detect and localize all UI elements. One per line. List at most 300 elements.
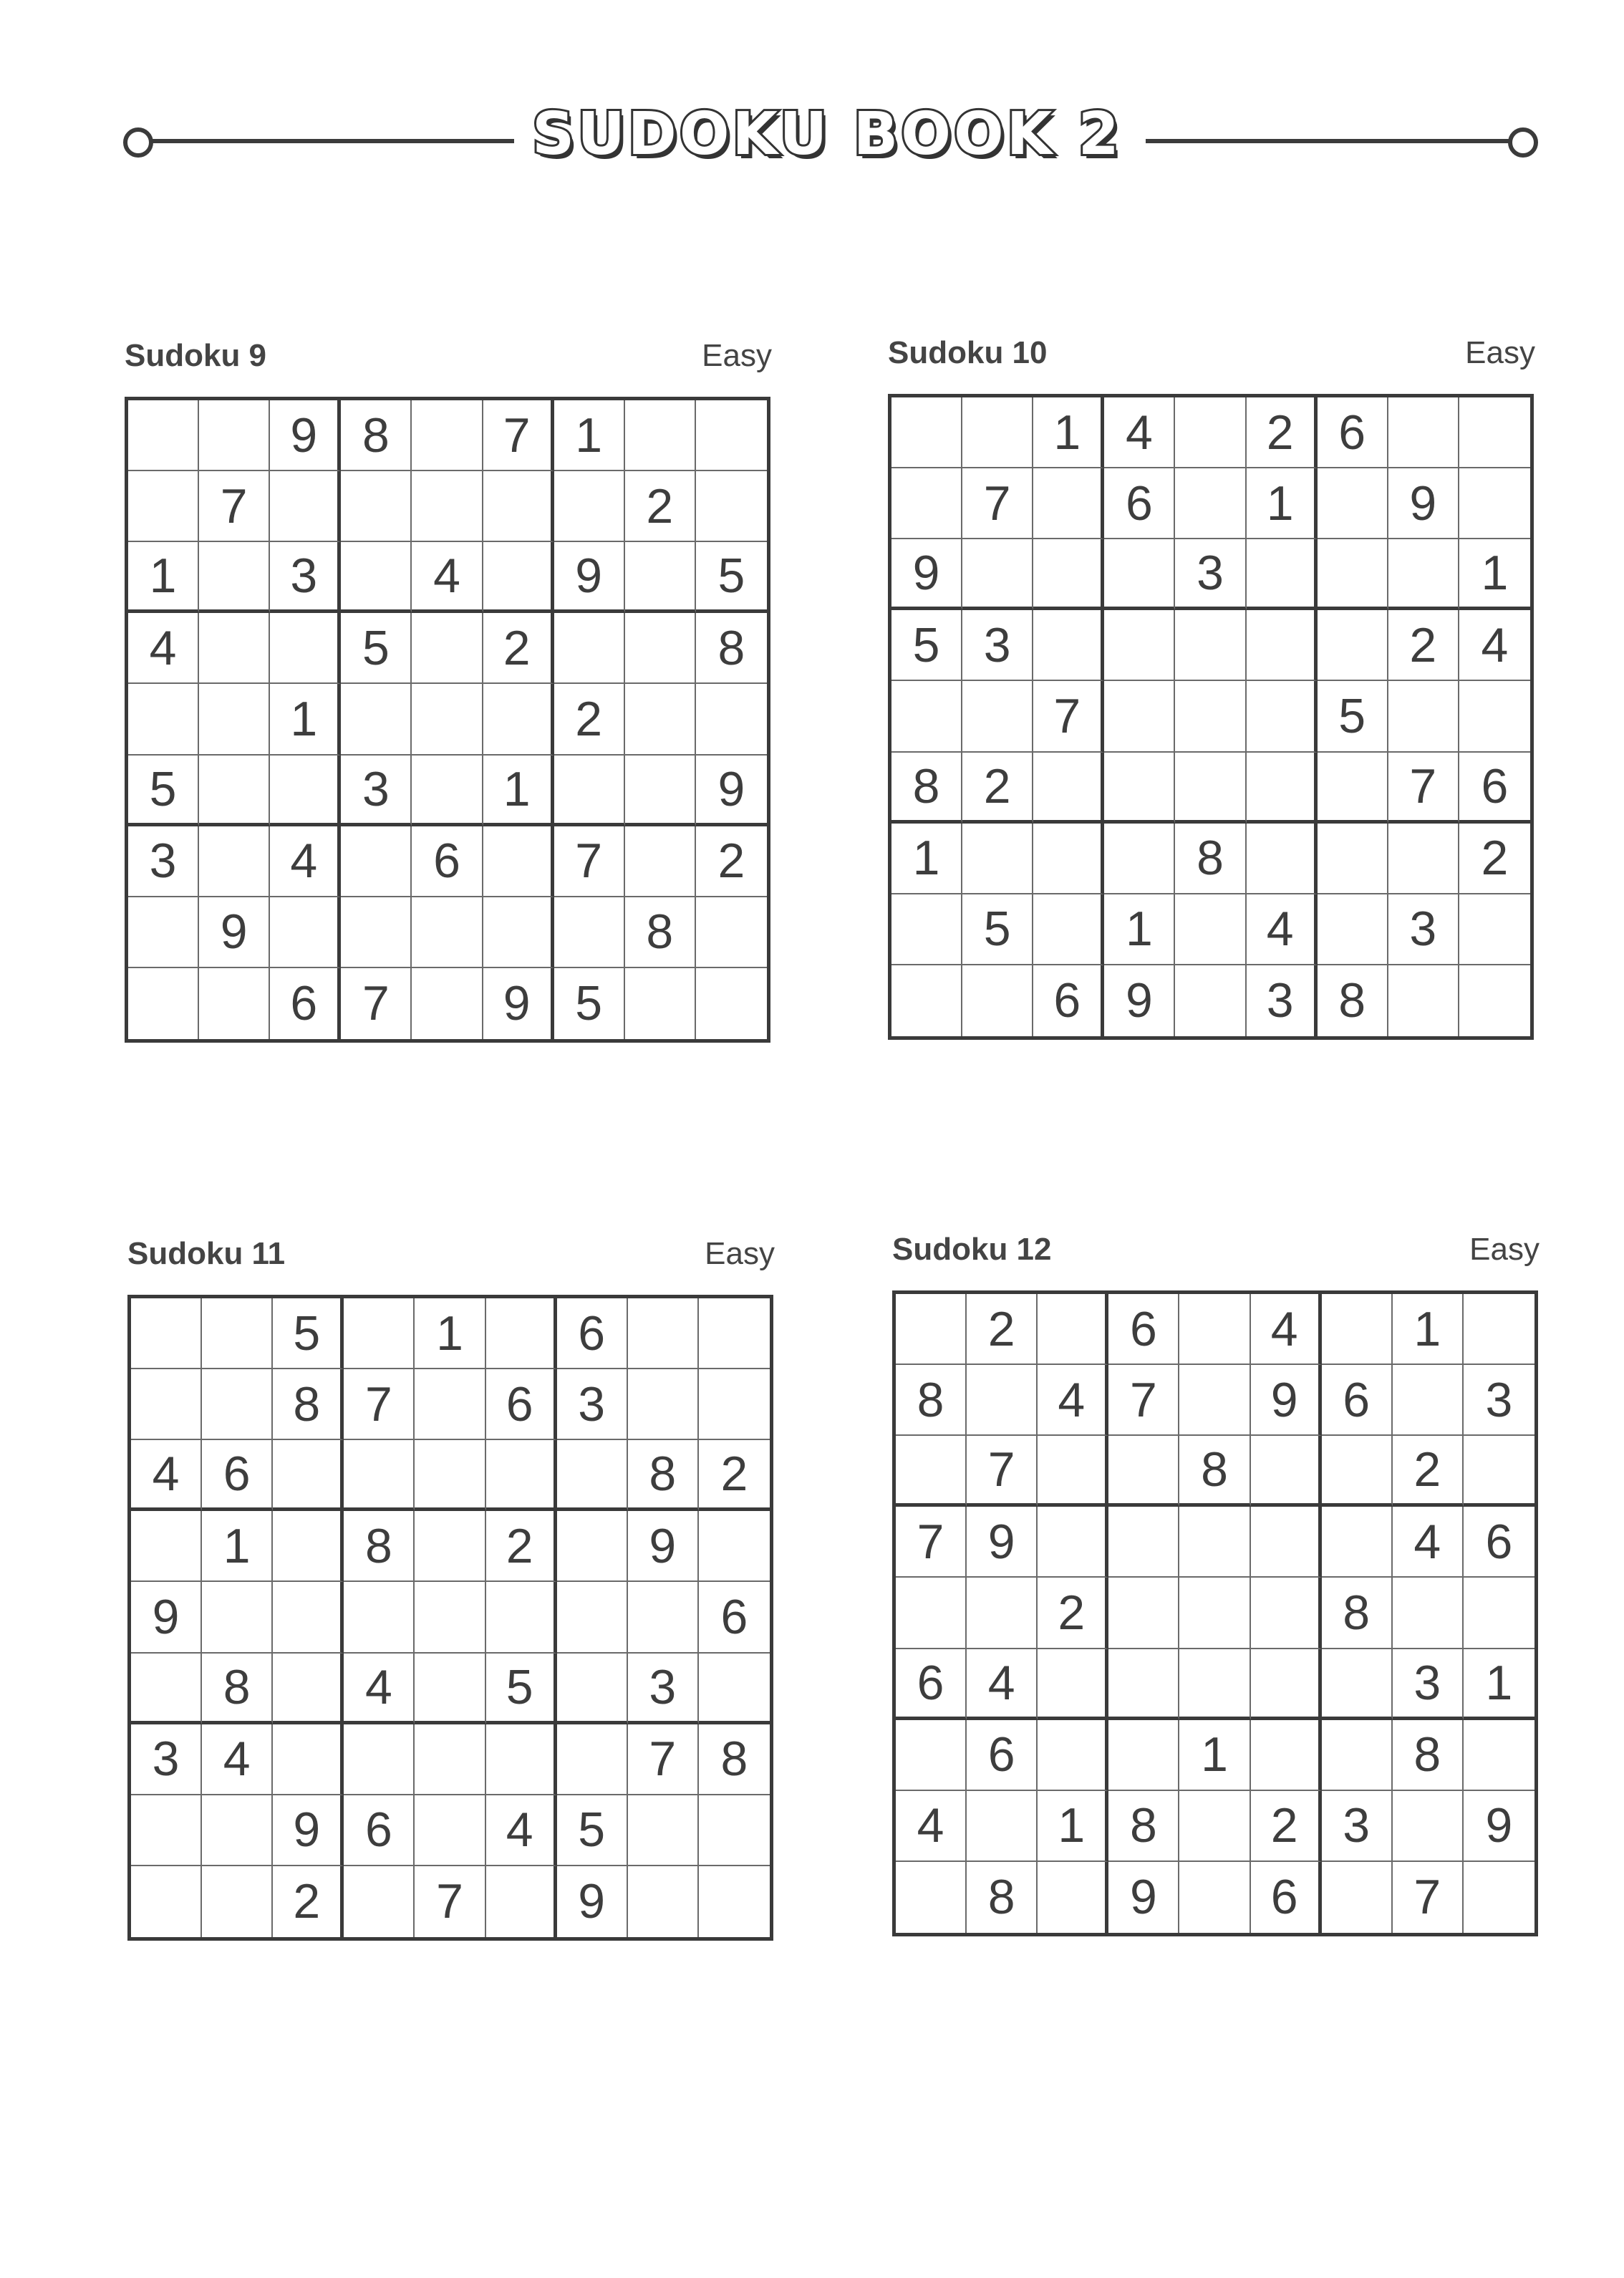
sudoku-cell: 3 <box>270 542 341 613</box>
sudoku-cell <box>412 613 483 684</box>
sudoku-cell <box>483 826 554 897</box>
sudoku-cell <box>896 1436 967 1507</box>
sudoku-cell <box>412 471 483 542</box>
sudoku-cell: 7 <box>1108 1365 1179 1436</box>
sudoku-cell <box>1251 1649 1322 1720</box>
sudoku-cell: 1 <box>1393 1294 1464 1365</box>
sudoku-cell <box>1464 1578 1534 1649</box>
sudoku-cell: 3 <box>1175 539 1246 610</box>
sudoku-cell <box>412 684 483 755</box>
sudoku-cell <box>557 1440 628 1511</box>
sudoku-cell: 9 <box>967 1507 1038 1578</box>
sudoku-cell: 2 <box>486 1511 557 1582</box>
sudoku-cell: 4 <box>270 826 341 897</box>
sudoku-cell <box>891 397 962 468</box>
sudoku-cell <box>273 1654 344 1724</box>
sudoku-cell <box>273 1582 344 1653</box>
sudoku-cell: 3 <box>557 1369 628 1440</box>
sudoku-cell <box>1251 1720 1322 1791</box>
sudoku-cell <box>1251 1436 1322 1507</box>
sudoku-cell: 3 <box>628 1654 699 1724</box>
sudoku-cell: 1 <box>202 1511 273 1582</box>
sudoku-cell: 4 <box>1251 1294 1322 1365</box>
sudoku-cell <box>412 756 483 826</box>
sudoku-cell: 7 <box>199 471 270 542</box>
sudoku-cell: 8 <box>1179 1436 1250 1507</box>
sudoku-grid <box>888 394 1534 1040</box>
sudoku-puzzle <box>888 332 1535 1040</box>
sudoku-cell <box>202 1582 273 1653</box>
sudoku-cell <box>344 1724 415 1795</box>
sudoku-cell <box>1322 1507 1393 1578</box>
puzzle-difficulty: Easy <box>705 1236 775 1271</box>
header-right-dot <box>1508 127 1538 158</box>
sudoku-cell <box>1393 1791 1464 1862</box>
sudoku-cell <box>1179 1507 1250 1578</box>
sudoku-cell <box>1388 681 1459 752</box>
sudoku-cell <box>1388 965 1459 1036</box>
sudoku-cell <box>202 1369 273 1440</box>
sudoku-cell <box>344 1298 415 1369</box>
sudoku-cell <box>967 1365 1038 1436</box>
sudoku-cell <box>341 471 412 542</box>
sudoku-cell <box>1459 468 1530 539</box>
sudoku-cell <box>699 1654 770 1724</box>
sudoku-cell: 5 <box>486 1654 557 1724</box>
sudoku-cell: 2 <box>1393 1436 1464 1507</box>
sudoku-cell <box>1322 1649 1393 1720</box>
sudoku-cell <box>557 1724 628 1795</box>
sudoku-cell <box>1033 539 1104 610</box>
sudoku-cell: 1 <box>483 756 554 826</box>
sudoku-cell <box>199 613 270 684</box>
sudoku-cell <box>415 1654 485 1724</box>
sudoku-cell <box>625 542 696 613</box>
sudoku-cell: 7 <box>415 1866 485 1937</box>
sudoku-cell: 6 <box>699 1582 770 1653</box>
sudoku-cell <box>341 826 412 897</box>
sudoku-cell <box>696 471 767 542</box>
sudoku-cell <box>1179 1365 1250 1436</box>
sudoku-cell: 3 <box>1464 1365 1534 1436</box>
sudoku-cell: 6 <box>896 1649 967 1720</box>
sudoku-cell: 9 <box>554 542 625 613</box>
sudoku-cell <box>202 1795 273 1866</box>
sudoku-cell: 5 <box>696 542 767 613</box>
sudoku-cell: 9 <box>1108 1862 1179 1933</box>
sudoku-cell <box>625 968 696 1039</box>
sudoku-cell <box>1251 1507 1322 1578</box>
sudoku-cell <box>1322 1862 1393 1933</box>
sudoku-cell <box>412 897 483 968</box>
sudoku-cell: 1 <box>415 1298 485 1369</box>
sudoku-cell <box>1104 753 1175 824</box>
sudoku-cell <box>202 1866 273 1937</box>
sudoku-cell: 1 <box>1247 468 1318 539</box>
sudoku-cell: 9 <box>628 1511 699 1582</box>
sudoku-cell <box>131 1654 202 1724</box>
sudoku-cell: 9 <box>483 968 554 1039</box>
sudoku-cell <box>696 684 767 755</box>
sudoku-cell <box>696 400 767 471</box>
sudoku-cell: 1 <box>1464 1649 1534 1720</box>
sudoku-cell <box>1393 1578 1464 1649</box>
sudoku-cell: 6 <box>967 1720 1038 1791</box>
sudoku-cell <box>270 756 341 826</box>
sudoku-cell <box>483 542 554 613</box>
sudoku-cell <box>199 400 270 471</box>
sudoku-cell: 6 <box>344 1795 415 1866</box>
sudoku-cell: 4 <box>896 1791 967 1862</box>
sudoku-cell: 4 <box>1459 610 1530 681</box>
sudoku-cell <box>415 1582 485 1653</box>
sudoku-cell: 8 <box>1318 965 1388 1036</box>
sudoku-cell <box>483 471 554 542</box>
sudoku-cell: 4 <box>412 542 483 613</box>
sudoku-cell: 4 <box>1104 397 1175 468</box>
sudoku-cell <box>1175 397 1246 468</box>
puzzle-difficulty: Easy <box>1465 335 1535 370</box>
sudoku-cell: 9 <box>1388 468 1459 539</box>
sudoku-cell <box>199 968 270 1039</box>
sudoku-cell <box>962 965 1033 1036</box>
sudoku-cell <box>1459 894 1530 965</box>
sudoku-cell: 2 <box>1038 1578 1108 1649</box>
sudoku-cell: 1 <box>270 684 341 755</box>
sudoku-cell: 9 <box>273 1795 344 1866</box>
sudoku-cell <box>1464 1720 1534 1791</box>
sudoku-cell: 7 <box>483 400 554 471</box>
sudoku-cell: 8 <box>1108 1791 1179 1862</box>
sudoku-cell <box>199 826 270 897</box>
sudoku-cell <box>270 897 341 968</box>
sudoku-cell: 2 <box>1388 610 1459 681</box>
sudoku-cell <box>415 1724 485 1795</box>
sudoku-cell: 1 <box>1459 539 1530 610</box>
sudoku-cell: 8 <box>625 897 696 968</box>
sudoku-grid <box>125 397 770 1043</box>
sudoku-cell <box>1179 1791 1250 1862</box>
sudoku-cell <box>1175 894 1246 965</box>
sudoku-cell <box>486 1866 557 1937</box>
sudoku-cell <box>1459 397 1530 468</box>
sudoku-cell: 3 <box>962 610 1033 681</box>
sudoku-cell <box>1038 1294 1108 1365</box>
sudoku-cell <box>128 684 199 755</box>
sudoku-cell <box>1179 1649 1250 1720</box>
sudoku-cell <box>128 471 199 542</box>
sudoku-cell <box>1175 965 1246 1036</box>
sudoku-cell <box>896 1720 967 1791</box>
sudoku-cell <box>625 400 696 471</box>
sudoku-cell: 7 <box>896 1507 967 1578</box>
sudoku-cell: 2 <box>962 753 1033 824</box>
sudoku-cell <box>415 1511 485 1582</box>
sudoku-puzzle <box>892 1229 1540 1936</box>
sudoku-cell: 4 <box>1247 894 1318 965</box>
sudoku-cell <box>891 681 962 752</box>
sudoku-cell <box>554 613 625 684</box>
sudoku-cell <box>1322 1436 1393 1507</box>
sudoku-cell: 6 <box>1251 1862 1322 1933</box>
sudoku-cell <box>1247 610 1318 681</box>
sudoku-cell: 1 <box>1033 397 1104 468</box>
sudoku-cell <box>967 1791 1038 1862</box>
sudoku-cell <box>1175 681 1246 752</box>
sudoku-cell <box>967 1578 1038 1649</box>
sudoku-cell: 3 <box>341 756 412 826</box>
sudoku-cell <box>341 542 412 613</box>
sudoku-cell <box>1033 610 1104 681</box>
sudoku-cell: 5 <box>891 610 962 681</box>
sudoku-cell: 8 <box>273 1369 344 1440</box>
sudoku-cell <box>625 613 696 684</box>
sudoku-cell: 1 <box>128 542 199 613</box>
sudoku-cell <box>1388 539 1459 610</box>
sudoku-cell <box>486 1440 557 1511</box>
sudoku-cell <box>628 1866 699 1937</box>
sudoku-cell: 2 <box>625 471 696 542</box>
sudoku-grid <box>892 1290 1538 1936</box>
sudoku-cell: 3 <box>1388 894 1459 965</box>
sudoku-cell <box>483 897 554 968</box>
sudoku-cell <box>696 968 767 1039</box>
sudoku-cell <box>1464 1436 1534 1507</box>
sudoku-cell <box>625 756 696 826</box>
sudoku-cell <box>486 1298 557 1369</box>
sudoku-cell <box>1038 1720 1108 1791</box>
sudoku-cell: 8 <box>344 1511 415 1582</box>
header-left-rule <box>149 139 514 143</box>
puzzle-title: Sudoku 12 <box>892 1232 1052 1267</box>
sudoku-cell <box>891 965 962 1036</box>
sudoku-cell: 9 <box>557 1866 628 1937</box>
sudoku-cell: 7 <box>1033 681 1104 752</box>
sudoku-cell <box>1318 468 1388 539</box>
sudoku-cell: 6 <box>1464 1507 1534 1578</box>
sudoku-cell: 3 <box>1322 1791 1393 1862</box>
sudoku-cell <box>344 1866 415 1937</box>
sudoku-cell: 8 <box>202 1654 273 1724</box>
sudoku-cell: 3 <box>1247 965 1318 1036</box>
sudoku-cell: 5 <box>557 1795 628 1866</box>
sudoku-cell <box>199 684 270 755</box>
sudoku-cell <box>699 1298 770 1369</box>
sudoku-cell <box>1104 824 1175 894</box>
sudoku-cell <box>554 471 625 542</box>
sudoku-cell <box>962 539 1033 610</box>
sudoku-cell <box>486 1582 557 1653</box>
sudoku-cell <box>1179 1578 1250 1649</box>
puzzle-difficulty: Easy <box>1469 1232 1540 1267</box>
sudoku-cell: 8 <box>891 753 962 824</box>
sudoku-cell <box>1033 824 1104 894</box>
sudoku-puzzle <box>125 335 772 1043</box>
sudoku-cell: 3 <box>131 1724 202 1795</box>
sudoku-cell: 8 <box>699 1724 770 1795</box>
sudoku-cell <box>1175 610 1246 681</box>
sudoku-cell: 7 <box>341 968 412 1039</box>
sudoku-cell: 7 <box>1393 1862 1464 1933</box>
sudoku-cell: 8 <box>341 400 412 471</box>
sudoku-cell <box>891 894 962 965</box>
sudoku-cell <box>1322 1294 1393 1365</box>
sudoku-cell: 7 <box>962 468 1033 539</box>
sudoku-cell <box>896 1578 967 1649</box>
sudoku-cell: 1 <box>1104 894 1175 965</box>
sudoku-cell: 8 <box>628 1440 699 1511</box>
sudoku-cell <box>625 684 696 755</box>
sudoku-cell <box>1104 681 1175 752</box>
puzzle-title: Sudoku 10 <box>888 335 1048 370</box>
sudoku-cell: 4 <box>128 613 199 684</box>
sudoku-cell <box>1247 824 1318 894</box>
sudoku-cell <box>1038 1649 1108 1720</box>
puzzle-title: Sudoku 11 <box>127 1236 286 1271</box>
sudoku-cell: 7 <box>1388 753 1459 824</box>
sudoku-cell: 5 <box>962 894 1033 965</box>
sudoku-cell: 4 <box>202 1724 273 1795</box>
sudoku-cell: 2 <box>1251 1791 1322 1862</box>
sudoku-cell <box>412 400 483 471</box>
sudoku-cell <box>128 897 199 968</box>
sudoku-cell: 9 <box>1464 1791 1534 1862</box>
sudoku-cell <box>1108 1649 1179 1720</box>
sudoku-cell <box>1388 397 1459 468</box>
sudoku-cell <box>557 1582 628 1653</box>
puzzle-difficulty: Easy <box>702 338 772 373</box>
sudoku-cell <box>628 1582 699 1653</box>
sudoku-cell: 1 <box>554 400 625 471</box>
sudoku-cell <box>273 1724 344 1795</box>
sudoku-cell <box>699 1511 770 1582</box>
sudoku-cell <box>415 1795 485 1866</box>
sudoku-cell <box>696 897 767 968</box>
sudoku-cell <box>962 681 1033 752</box>
sudoku-cell: 7 <box>344 1369 415 1440</box>
sudoku-puzzle <box>127 1233 775 1941</box>
sudoku-cell: 2 <box>1247 397 1318 468</box>
sudoku-cell <box>625 826 696 897</box>
sudoku-cell: 1 <box>891 824 962 894</box>
sudoku-cell <box>1108 1436 1179 1507</box>
sudoku-cell <box>554 897 625 968</box>
sudoku-cell <box>1038 1862 1108 1933</box>
sudoku-cell <box>1179 1862 1250 1933</box>
sudoku-cell: 4 <box>131 1440 202 1511</box>
sudoku-cell: 9 <box>199 897 270 968</box>
sudoku-cell <box>1318 753 1388 824</box>
sudoku-cell <box>270 471 341 542</box>
sudoku-cell: 6 <box>202 1440 273 1511</box>
sudoku-cell <box>344 1582 415 1653</box>
sudoku-cell <box>128 400 199 471</box>
sudoku-cell <box>412 968 483 1039</box>
sudoku-cell: 4 <box>344 1654 415 1724</box>
sudoku-cell: 5 <box>341 613 412 684</box>
sudoku-grid <box>127 1295 773 1941</box>
sudoku-cell: 9 <box>270 400 341 471</box>
sudoku-cell: 7 <box>628 1724 699 1795</box>
sudoku-cell: 6 <box>557 1298 628 1369</box>
sudoku-cell <box>270 613 341 684</box>
sudoku-cell: 8 <box>967 1862 1038 1933</box>
sudoku-cell <box>962 824 1033 894</box>
sudoku-cell: 4 <box>967 1649 1038 1720</box>
sudoku-cell: 9 <box>131 1582 202 1653</box>
sudoku-cell <box>341 897 412 968</box>
sudoku-cell <box>1104 539 1175 610</box>
sudoku-cell <box>554 756 625 826</box>
sudoku-cell: 9 <box>696 756 767 826</box>
sudoku-cell <box>344 1440 415 1511</box>
sudoku-cell: 7 <box>967 1436 1038 1507</box>
sudoku-cell: 8 <box>696 613 767 684</box>
sudoku-cell <box>1038 1507 1108 1578</box>
sudoku-cell <box>1108 1578 1179 1649</box>
sudoku-cell <box>628 1369 699 1440</box>
sudoku-cell <box>273 1511 344 1582</box>
sudoku-cell <box>891 468 962 539</box>
sudoku-cell: 4 <box>486 1795 557 1866</box>
sudoku-cell <box>483 684 554 755</box>
sudoku-cell: 4 <box>1038 1365 1108 1436</box>
sudoku-cell <box>1038 1436 1108 1507</box>
sudoku-cell <box>699 1369 770 1440</box>
sudoku-cell: 3 <box>128 826 199 897</box>
sudoku-cell <box>1175 468 1246 539</box>
sudoku-cell <box>1393 1365 1464 1436</box>
sudoku-cell <box>131 1369 202 1440</box>
sudoku-cell: 5 <box>1318 681 1388 752</box>
sudoku-cell <box>273 1440 344 1511</box>
sudoku-cell <box>486 1724 557 1795</box>
sudoku-cell <box>628 1795 699 1866</box>
sudoku-cell <box>1464 1862 1534 1933</box>
sudoku-cell: 6 <box>486 1369 557 1440</box>
sudoku-cell <box>415 1369 485 1440</box>
sudoku-cell <box>199 542 270 613</box>
sudoku-cell <box>131 1298 202 1369</box>
sudoku-cell: 5 <box>128 756 199 826</box>
sudoku-cell <box>557 1654 628 1724</box>
sudoku-cell <box>1322 1720 1393 1791</box>
sudoku-cell <box>1318 824 1388 894</box>
sudoku-cell: 9 <box>1251 1365 1322 1436</box>
sudoku-cell: 8 <box>896 1365 967 1436</box>
sudoku-cell: 8 <box>1175 824 1246 894</box>
sudoku-cell <box>1388 824 1459 894</box>
sudoku-cell: 9 <box>891 539 962 610</box>
sudoku-cell <box>1104 610 1175 681</box>
sudoku-cell <box>202 1298 273 1369</box>
sudoku-cell <box>699 1795 770 1866</box>
sudoku-cell: 5 <box>554 968 625 1039</box>
sudoku-cell <box>131 1511 202 1582</box>
sudoku-cell: 3 <box>1393 1649 1464 1720</box>
sudoku-cell <box>1033 894 1104 965</box>
sudoku-cell: 6 <box>1318 397 1388 468</box>
sudoku-cell <box>1033 753 1104 824</box>
sudoku-cell <box>699 1866 770 1937</box>
sudoku-cell <box>131 1866 202 1937</box>
sudoku-cell: 9 <box>1104 965 1175 1036</box>
sudoku-cell: 1 <box>1038 1791 1108 1862</box>
sudoku-cell <box>1464 1294 1534 1365</box>
header-right-rule <box>1146 139 1514 143</box>
sudoku-cell: 5 <box>273 1298 344 1369</box>
sudoku-cell <box>199 756 270 826</box>
